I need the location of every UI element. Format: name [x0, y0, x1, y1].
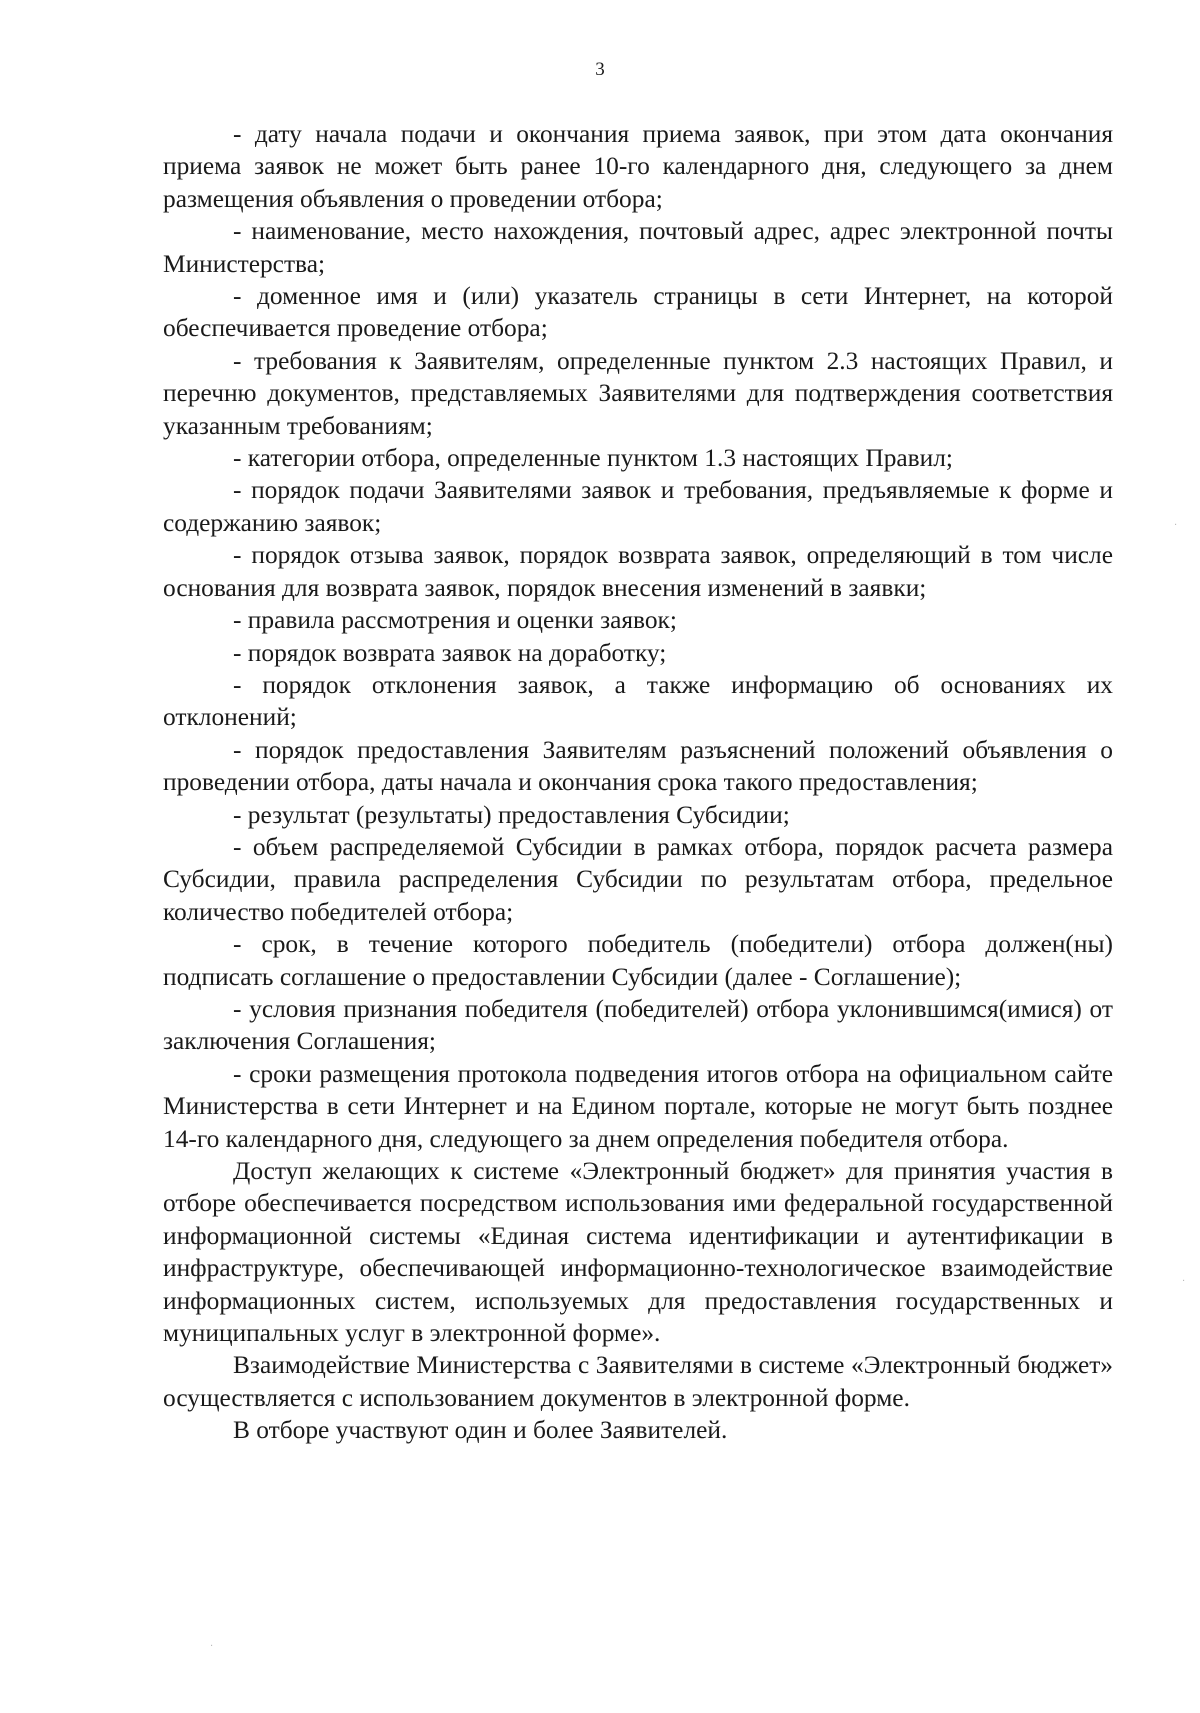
paragraph-applicant-requirements: - требования к Заявителям, определенные пунктом 2.3 настоящих Правил, и перечню документов, представляемых Заявителями для подтверждения соответствия указанным требованиям;: [163, 346, 1113, 440]
paragraph-return-for-revision: - порядок возврата заявок на доработку;: [233, 638, 667, 667]
paragraph-withdrawal-order: - порядок отзыва заявок, порядок возврата заявок, определяющий в том числе основания для возврата заявок, порядок внесения изменений в заявки;: [163, 541, 1113, 602]
paragraph-application-dates: - дату начала подачи и окончания приема заявок, при этом дата окончания приема заявок не может быть ранее 10-го календарного дня, следующего за днем размещения объявления о проведении отбора;: [163, 120, 1113, 213]
paragraph-agreement-deadline: - срок, в течение которого победитель (победители) отбора должен(ны) подписать соглашение о предоставлении Субсидии (далее - Соглашение);: [163, 930, 1113, 991]
paragraph-evasion-conditions: - условия признания победителя (победителей) отбора уклонившимся(имися) от заключения Соглашения;: [163, 994, 1113, 1056]
paragraph-domain-name: - доменное имя и (или) указатель страницы в сети Интернет, на которой обеспечивается проведение отбора;: [163, 282, 1113, 343]
paragraph-selection-categories: - категории отбора, определенные пунктом 1.3 настоящих Правил;: [233, 444, 953, 473]
paragraph-electronic-budget-access: Доступ желающих к системе «Электронный бюджет» для принятия участия в отборе обеспечивается посредством использования ими федеральной государственной информационной системы «Единая система идентификации и аутентификации в инфраструктуре, обеспечивающей информационно-технологическое взаимодействие информационных систем, используемых для предоставления государственных и муниципальных услуг в электронной форме».: [163, 1157, 1113, 1348]
paragraph-electronic-interaction: Взаимодействие Министерства с Заявителями в системе «Электронный бюджет» осуществляется с использованием документов в электронной форме.: [163, 1351, 1113, 1412]
document-body: [163, 118, 1113, 1447]
paragraph-subsidy-results: - результат (результаты) предоставления Субсидии;: [233, 800, 790, 829]
paragraph-submission-order: - порядок подачи Заявителями заявок и требования, предъявляемые к форме и содержанию заявок;: [163, 476, 1113, 537]
paragraph-protocol-publication: - сроки размещения протокола подведения итогов отбора на официальном сайте Министерства в сети Интернет и на Едином портале, которые не могут быть позднее 14-го календарного дня, следующего за днем определения победителя отбора.: [163, 1059, 1113, 1153]
paragraph-review-rules: - правила рассмотрения и оценки заявок;: [233, 606, 677, 635]
scan-mark: ·: [1174, 520, 1178, 531]
paragraph-clarifications: - порядок предоставления Заявителям разъяснений положений объявления о проведении отбора, даты начала и окончания срока такого предоставления;: [163, 735, 1113, 797]
scan-mark: ·: [1182, 1276, 1186, 1287]
paragraph-subsidy-volume: - объем распределяемой Субсидии в рамках отбора, порядок расчета размера Субсидии, правила распределения Субсидии по результатам отбора, предельное количество победителей отбора;: [163, 832, 1113, 926]
scan-mark: ·: [210, 1641, 214, 1652]
paragraph-ministry-contacts: - наименование, место нахождения, почтовый адрес, адрес электронной почты Министерства;: [163, 217, 1113, 278]
paragraph-participants: В отборе участвуют один и более Заявителей.: [233, 1416, 728, 1445]
page-number: 3: [595, 59, 605, 80]
paragraph-rejection-order: - порядок отклонения заявок, а также информацию об основаниях их отклонений;: [163, 670, 1113, 732]
